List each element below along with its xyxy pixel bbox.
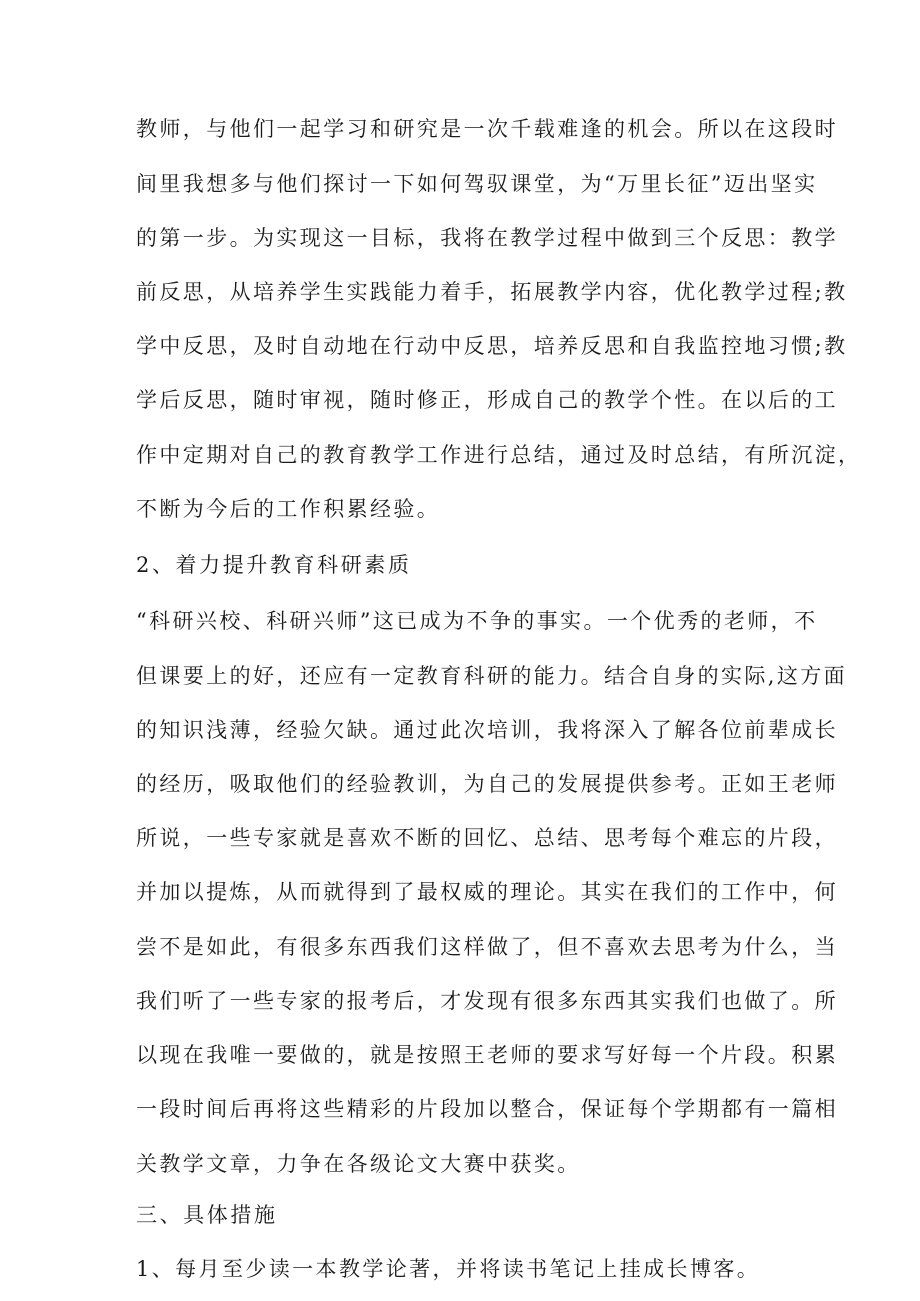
paragraph-1-line-2: 间里我想多与他们探讨一下如何驾驭课堂，为“万里长征”迈出坚实	[136, 172, 818, 196]
paragraph-1-line-1: 教师，与他们一起学习和研究是一次千载难逢的机会。所以在这段时	[136, 117, 838, 141]
paragraph-2-line-10: 一段时间后再将这些精彩的片段加以整合，保证每个学期都有一篇相	[136, 1097, 838, 1121]
measure-item-1: 1、每月至少读一本教学论著，并将读书笔记上挂成长博客。	[136, 1257, 761, 1281]
paragraph-1-line-6: 学后反思，随时审视，随时修正，形成自己的教学个性。在以后的工	[136, 388, 838, 412]
section-heading-3: 三、具体措施	[136, 1203, 278, 1227]
paragraph-1-line-5: 学中反思，及时自动地在行动中反思，培养反思和自我监控地习惯;教	[136, 334, 848, 358]
paragraph-2-line-4: 的经历，吸取他们的经验教训，为自己的发展提供参考。正如王老师	[136, 772, 838, 796]
paragraph-1-line-4: 前反思，从培养学生实践能力着手，拓展教学内容，优化教学过程;教	[136, 280, 848, 304]
paragraph-2-line-2: 但课要上的好，还应有一定教育科研的能力。结合自身的实际,这方面	[136, 664, 848, 688]
paragraph-2-line-9: 以现在我唯一要做的，就是按照王老师的要求写好每一个片段。积累	[136, 1043, 838, 1067]
paragraph-1-line-3: 的第一步。为实现这一目标，我将在教学过程中做到三个反思：教学	[136, 226, 838, 250]
paragraph-2-line-7: 尝不是如此，有很多东西我们这样做了，但不喜欢去思考为什么，当	[136, 935, 838, 959]
paragraph-2-line-6: 并加以提炼，从而就得到了最权威的理论。其实在我们的工作中，何	[136, 880, 838, 904]
paragraph-2-line-3: 的知识浅薄，经验欠缺。通过此次培训，我将深入了解各位前辈成长	[136, 718, 838, 742]
paragraph-2-line-5: 所说，一些专家就是喜欢不断的回忆、总结、思考每个难忘的片段，	[136, 826, 838, 850]
paragraph-2-line-11: 关教学文章，力争在各级论文大赛中获奖。	[136, 1152, 581, 1176]
paragraph-1-line-7: 作中定期对自己的教育教学工作进行总结，通过及时总结，有所沉淀，	[136, 443, 862, 467]
section-heading-2: 2、着力提升教育科研素质	[136, 553, 412, 577]
paragraph-1-line-8: 不断为今后的工作积累经验。	[136, 497, 441, 521]
paragraph-2-line-8: 我们听了一些专家的报考后，才发现有很多东西其实我们也做了。所	[136, 989, 838, 1013]
paragraph-2-line-1: “科研兴校、科研兴师”这已成为不争的事实。一个优秀的老师，不	[136, 609, 818, 633]
